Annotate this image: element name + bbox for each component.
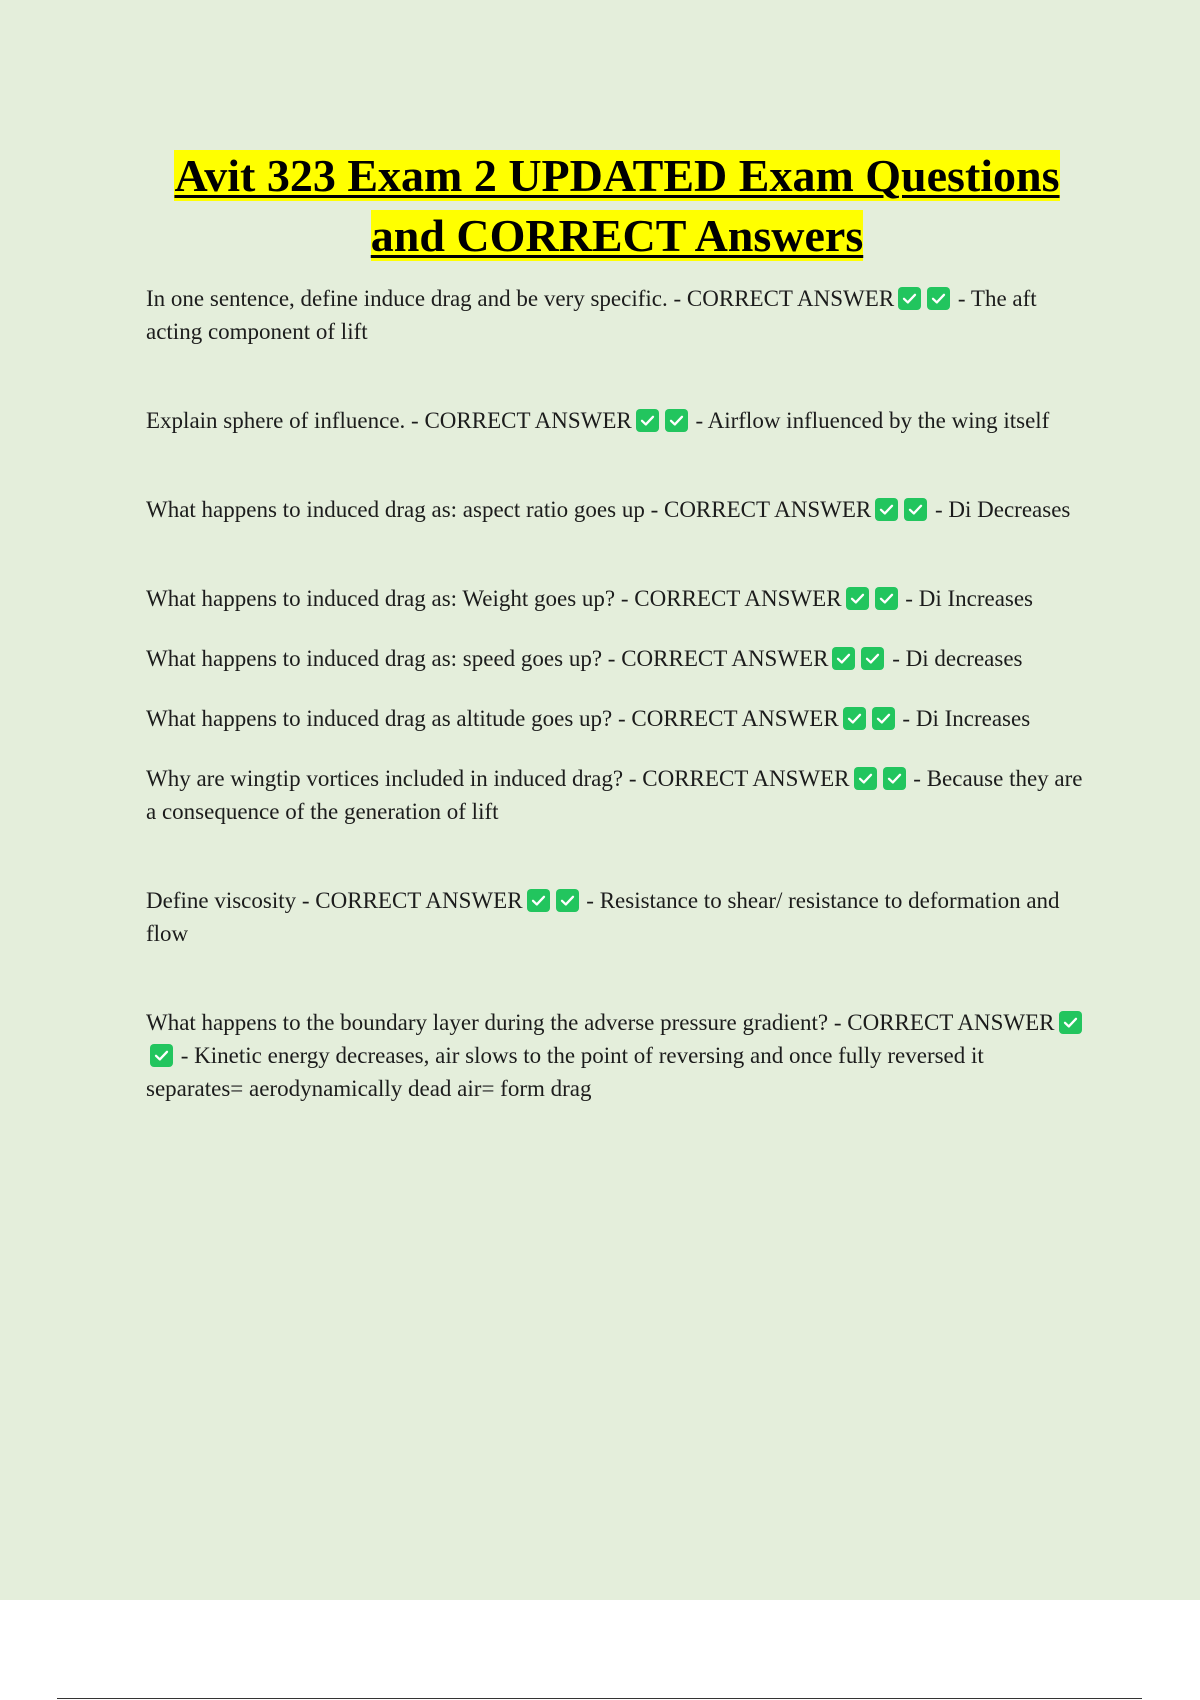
check-mark-icon [875,498,898,521]
check-mark-icon [843,707,866,730]
check-mark-icon [527,889,550,912]
answer-text: Because they are a consequence of the generation of lift [146,766,1083,824]
check-mark-icon [883,767,906,790]
qa-item [146,1006,1086,1105]
check-mark-icon [150,1044,173,1067]
separator: - [580,888,600,913]
answer-text: Di Increases [915,706,1031,731]
document-title: Avit 323 Exam 2 UPDATED Exam Questions and CORRECT Answers [174,150,1060,261]
answer-text: Airflow influenced by the wing itself [707,408,1050,433]
separator: - [602,646,622,671]
correct-answer-label: CORRECT ANSWER [663,497,872,522]
correct-answer-label: CORRECT ANSWER [621,646,829,671]
question-text: What happens to induced drag as altitude goes up? [146,706,613,731]
title-block [146,146,1088,266]
question-text: In one sentence, define induce drag and be very specific. [146,286,668,311]
qa-item [146,702,1086,735]
answer-text: Kinetic energy decreases, air slows to the point of reversing and once fully reversed it separates= aerodynamically dead air= form drag [146,1043,984,1101]
check-mark-icon [861,647,884,670]
separator: - [175,1043,195,1068]
separator: - [615,586,635,611]
check-mark-icon [904,498,927,521]
answer-text: Di decreases [905,646,1023,671]
question-text: Why are wingtip vortices included in induced drag? [146,766,624,791]
qa-item [146,493,1086,526]
separator: - [896,706,916,731]
check-mark-icon [832,647,855,670]
separator: - [929,497,949,522]
answer-text: Di Decreases [948,497,1071,522]
check-mark-icon [854,767,877,790]
separator: - [886,646,906,671]
separator: - [623,766,643,791]
check-mark-icon [636,409,659,432]
check-mark-icon [875,587,898,610]
correct-answer-label: CORRECT ANSWER [847,1010,1055,1035]
correct-answer-label: CORRECT ANSWER [315,888,523,913]
answer-text: Di Increases [918,586,1034,611]
separator: - [405,408,425,433]
correct-answer-label: CORRECT ANSWER [642,766,850,791]
footer-divider [57,1698,1142,1699]
separator: - [828,1010,848,1035]
separator: - [907,766,927,791]
check-mark-icon [556,889,579,912]
answer-text: Resistance to shear/ resistance to deformation and flow [146,888,1060,946]
correct-answer-label: CORRECT ANSWER [634,586,842,611]
qa-item [146,582,1086,615]
separator: - [644,497,664,522]
qa-item [146,404,1086,437]
check-mark-icon [898,287,921,310]
separator: - [612,706,632,731]
qa-item [146,282,1086,348]
qa-item [146,642,1086,675]
question-text: What happens to induced drag as: speed goes up? [146,646,603,671]
separator: - [689,408,708,433]
check-mark-icon [927,287,950,310]
correct-answer-label: CORRECT ANSWER [686,286,895,311]
qa-item [146,884,1086,950]
qa-list [146,282,1086,1105]
question-text: Define viscosity [146,888,297,913]
qa-item [146,762,1086,828]
check-mark-icon [872,707,895,730]
question-text: What happens to induced drag as: Weight goes up? [146,586,616,611]
separator: - [296,888,316,913]
separator: - [952,286,971,311]
separator: - [899,586,919,611]
separator: - [667,286,687,311]
answer-text: The aft acting component of lift [146,286,1037,344]
correct-answer-label: CORRECT ANSWER [424,408,632,433]
question-text: What happens to the boundary layer during the adverse pressure gradient? [146,1010,829,1035]
check-mark-icon [846,587,869,610]
question-text: What happens to induced drag as: aspect ratio goes up [146,497,645,522]
correct-answer-label: CORRECT ANSWER [631,706,839,731]
check-mark-icon [665,409,688,432]
question-text: Explain sphere of influence. [146,408,406,433]
check-mark-icon [1059,1011,1082,1034]
